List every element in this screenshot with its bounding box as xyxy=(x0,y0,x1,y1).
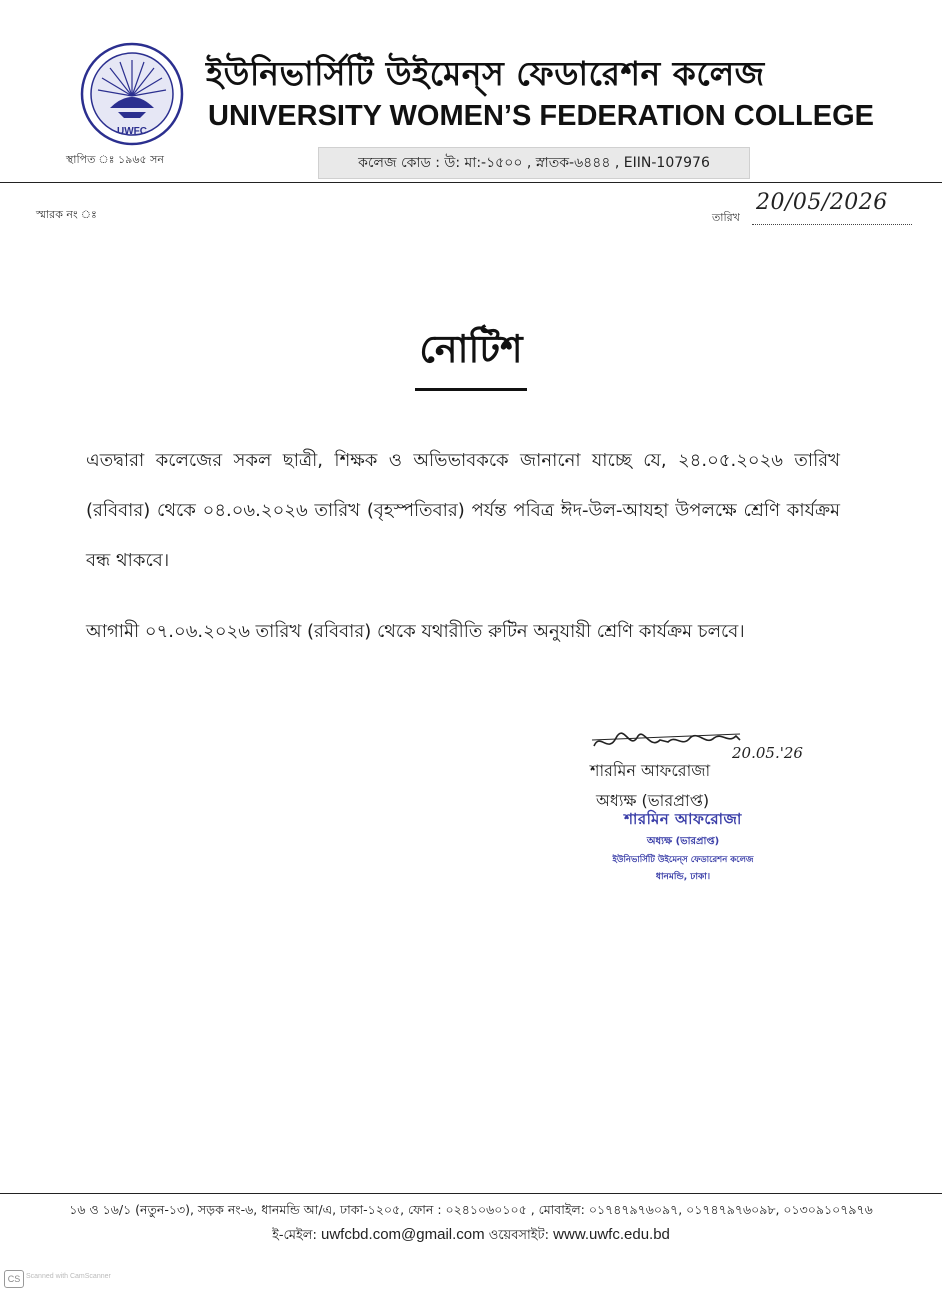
notice-paragraph-1: এতদ্বারা কলেজের সকল ছাত্রী, শিক্ষক ও অভিভাবককে জানানো যাচ্ছে যে, ২৪.০৫.২০২৬ তারিখ (রবিবার) থেকে ০৪.০৬.২০২৬ তারিখ (বৃহস্পতিবার) পর্যন্ত পবিত্র ঈদ-উল-আযহা উপলক্ষে শ্রেণি কার্যক্রম বন্ধ থাকবে। xyxy=(86,450,840,571)
signatory-name: শারমিন আফরোজা xyxy=(590,761,711,780)
footer-divider xyxy=(0,1193,942,1194)
college-name-english: UNIVERSITY WOMEN’S FEDERATION COLLEGE xyxy=(208,100,874,132)
date-label: তারিখ xyxy=(712,211,740,224)
official-stamp xyxy=(588,808,778,884)
notice-heading: নোটিশ xyxy=(415,320,526,391)
stamp-college: ইউনিভার্সিটি উইমেন্‌স ফেডারেশন কলেজ xyxy=(612,855,754,865)
college-logo xyxy=(80,42,184,146)
college-name-bengali: ইউনিভার্সিটি উইমেন্‌স ফেডারেশন কলেজ xyxy=(206,54,765,93)
notice-paragraph-2: আগামী ০৭.০৬.২০২৬ তারিখ (রবিবার) থেকে যথারীতি রুটিন অনুযায়ী শ্রেণি কার্যক্রম চলবে। xyxy=(86,621,745,642)
stamp-name: শারমিন আফরোজা xyxy=(624,810,742,828)
camscanner-text: Scanned with CamScanner xyxy=(26,1273,111,1280)
email-label: ই-মেইল: xyxy=(272,1228,317,1243)
stamp-location: ধানমন্ডি, ঢাকা। xyxy=(655,872,711,882)
notice-heading-wrap xyxy=(0,320,942,391)
established-year: স্থাপিত ঃ ১৯৬৫ সন xyxy=(66,153,164,166)
email-address: uwfcbd.com@gmail.com xyxy=(321,1226,485,1243)
camscanner-watermark xyxy=(4,1270,204,1288)
handwritten-date: 20/05/2026 xyxy=(756,190,888,215)
date-dotted-line xyxy=(752,224,912,225)
website-url: www.uwfc.edu.bd xyxy=(553,1226,670,1243)
logo-text: UWFC xyxy=(117,126,147,137)
stamp-title: অধ্যক্ষ (ভারপ্রাপ্ত) xyxy=(646,836,720,847)
header-divider xyxy=(0,182,942,183)
signatory-title: অধ্যক্ষ (ভারপ্রাপ্ত) xyxy=(596,791,710,810)
camscanner-badge-icon: CS xyxy=(4,1270,24,1288)
footer-address: ১৬ ও ১৬/১ (নতুন-১৩), সড়ক নং-৬, ধানমন্ডি আ/এ, ঢাকা-১২০৫, ফোন : ০২৪১০৬০১০৫ , মোবাইল: ০১৭৪৭৯৭৬০৯৭, ০১৭৪৭৯৭৬০৯৮, ০১৩০৯১০৭৯৭৬ xyxy=(69,1202,873,1217)
memo-number-label: স্মারক নং ঃ xyxy=(36,208,97,221)
signature-date: 20.05.'26 xyxy=(732,744,803,762)
footer-contact xyxy=(0,1226,942,1247)
college-code-bar: কলেজ কোড : উ: মা:-১৫০০ , স্নাতক-৬৪৪৪ , EIIN-107976 xyxy=(318,147,750,179)
website-label: ওয়েবসাইট: xyxy=(488,1228,550,1243)
